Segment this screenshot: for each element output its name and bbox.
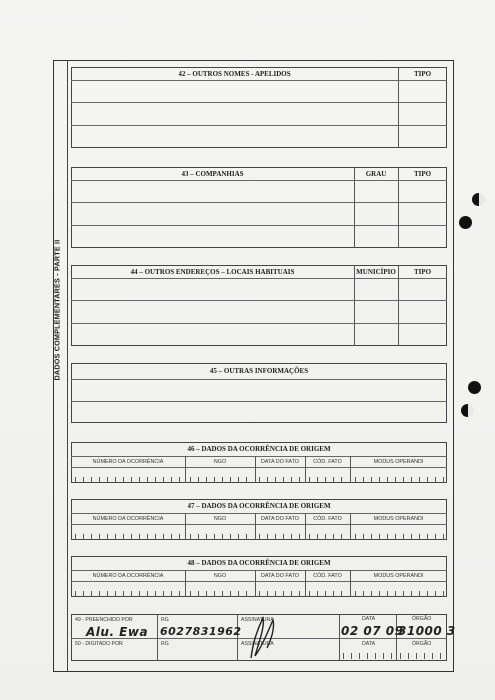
rg-value: 6027831962 — [160, 625, 242, 638]
divider — [71, 467, 447, 468]
col-data-fato: DATA DO FATO — [261, 515, 299, 522]
data2-label: DATA — [362, 641, 376, 647]
col-ngo: NGO — [213, 515, 227, 522]
digit-ticks — [190, 477, 252, 483]
digit-ticks — [190, 591, 252, 597]
col-ngo: NGO — [213, 458, 227, 465]
divider — [71, 80, 447, 81]
divider — [71, 401, 447, 402]
side-rule — [67, 60, 68, 672]
digit-ticks — [75, 591, 183, 597]
section-43-tipo-header: TIPO — [413, 169, 432, 178]
digitado-por-label: 50 - DIGITADO POR — [75, 641, 123, 647]
section-44-tipo-header: TIPO — [413, 267, 432, 276]
rg-label: RG — [161, 617, 169, 623]
section-44-title: 44 – OUTROS ENDEREÇOS – LOCAIS HABITUAIS — [130, 267, 295, 276]
binder-hole-icon — [468, 381, 481, 394]
digit-ticks — [400, 653, 444, 659]
data-label: DATA — [362, 616, 376, 622]
data-value: 02 07 09 — [341, 624, 404, 638]
digit-ticks — [190, 534, 252, 540]
rg2-label: RG — [161, 641, 169, 647]
digit-ticks — [259, 534, 303, 540]
col-numero-ocorrencia: NÚMERO DA OCORRÊNCIA — [92, 572, 164, 579]
digit-ticks — [309, 477, 347, 483]
binder-hole-icon — [459, 216, 472, 229]
section-43-grau-header: GRAU — [365, 169, 387, 178]
divider — [339, 614, 340, 661]
divider — [71, 323, 447, 324]
divider — [71, 125, 447, 126]
digit-ticks — [309, 534, 347, 540]
digit-ticks — [343, 653, 393, 659]
divider — [71, 581, 447, 582]
col-cod-fato: CÓD. FATO — [313, 572, 342, 579]
col-data-fato: DATA DO FATO — [261, 572, 299, 579]
digit-ticks — [355, 534, 445, 540]
divider — [71, 225, 447, 226]
divider — [71, 278, 447, 279]
digit-ticks — [355, 591, 445, 597]
col-modus-operandi: MODUS OPERANDI — [373, 572, 424, 579]
divider — [157, 614, 158, 661]
binder-hole-icon — [461, 404, 474, 417]
section-42-title: 42 – OUTROS NOMES - APELIDOS — [178, 69, 291, 78]
col-modus-operandi: MODUS OPERANDI — [373, 515, 424, 522]
digit-ticks — [259, 477, 303, 483]
preenchido-por-label: 49 - PREENCHIDO POR — [75, 617, 133, 623]
divider — [71, 524, 447, 525]
section-47-title: 47 – DADOS DA OCORRÊNCIA DE ORIGEM — [187, 502, 331, 510]
col-numero-ocorrencia: NÚMERO DA OCORRÊNCIA — [92, 458, 164, 465]
digit-ticks — [75, 534, 183, 540]
col-cod-fato: CÓD. FATO — [313, 458, 342, 465]
preenchido-por-value: Alu. Ewa — [86, 625, 149, 639]
section-46-title: 46 – DADOS DA OCORRÊNCIA DE ORIGEM — [187, 445, 331, 453]
divider — [71, 180, 447, 181]
section-45-title: 45 – OUTRAS INFORMAÇÕES — [209, 367, 309, 375]
divider — [71, 202, 447, 203]
digit-ticks — [259, 591, 303, 597]
binder-hole-icon — [472, 193, 485, 206]
signature-mark — [243, 612, 283, 660]
divider — [71, 379, 447, 380]
divider — [71, 102, 447, 103]
side-title-text: DADOS COMPLEMENTARES - PARTE II — [52, 239, 62, 381]
digit-ticks — [75, 477, 183, 483]
orgao-label: ÓRGÃO — [412, 616, 432, 622]
section-44-municipio-header: MUNICÍPIO — [356, 267, 396, 276]
col-numero-ocorrencia: NÚMERO DA OCORRÊNCIA — [92, 515, 164, 522]
section-43-title: 43 – COMPANHIAS — [181, 169, 244, 178]
col-modus-operandi: MODUS OPERANDI — [373, 458, 424, 465]
col-cod-fato: CÓD. FATO — [313, 515, 342, 522]
digit-ticks — [355, 477, 445, 483]
assinatura-label: ASSINATURA — [241, 617, 274, 623]
section-48-title: 48 – DADOS DA OCORRÊNCIA DE ORIGEM — [187, 559, 331, 567]
assinatura2-label: ASSINATURA — [241, 641, 274, 647]
orgao-value: 31000 3 — [398, 624, 456, 638]
col-ngo: NGO — [213, 572, 227, 579]
col-data-fato: DATA DO FATO — [261, 458, 299, 465]
section-42-tipo-header: TIPO — [413, 69, 432, 78]
digit-ticks — [309, 591, 347, 597]
divider — [71, 300, 447, 301]
orgao2-label: ÓRGÃO — [412, 641, 432, 647]
